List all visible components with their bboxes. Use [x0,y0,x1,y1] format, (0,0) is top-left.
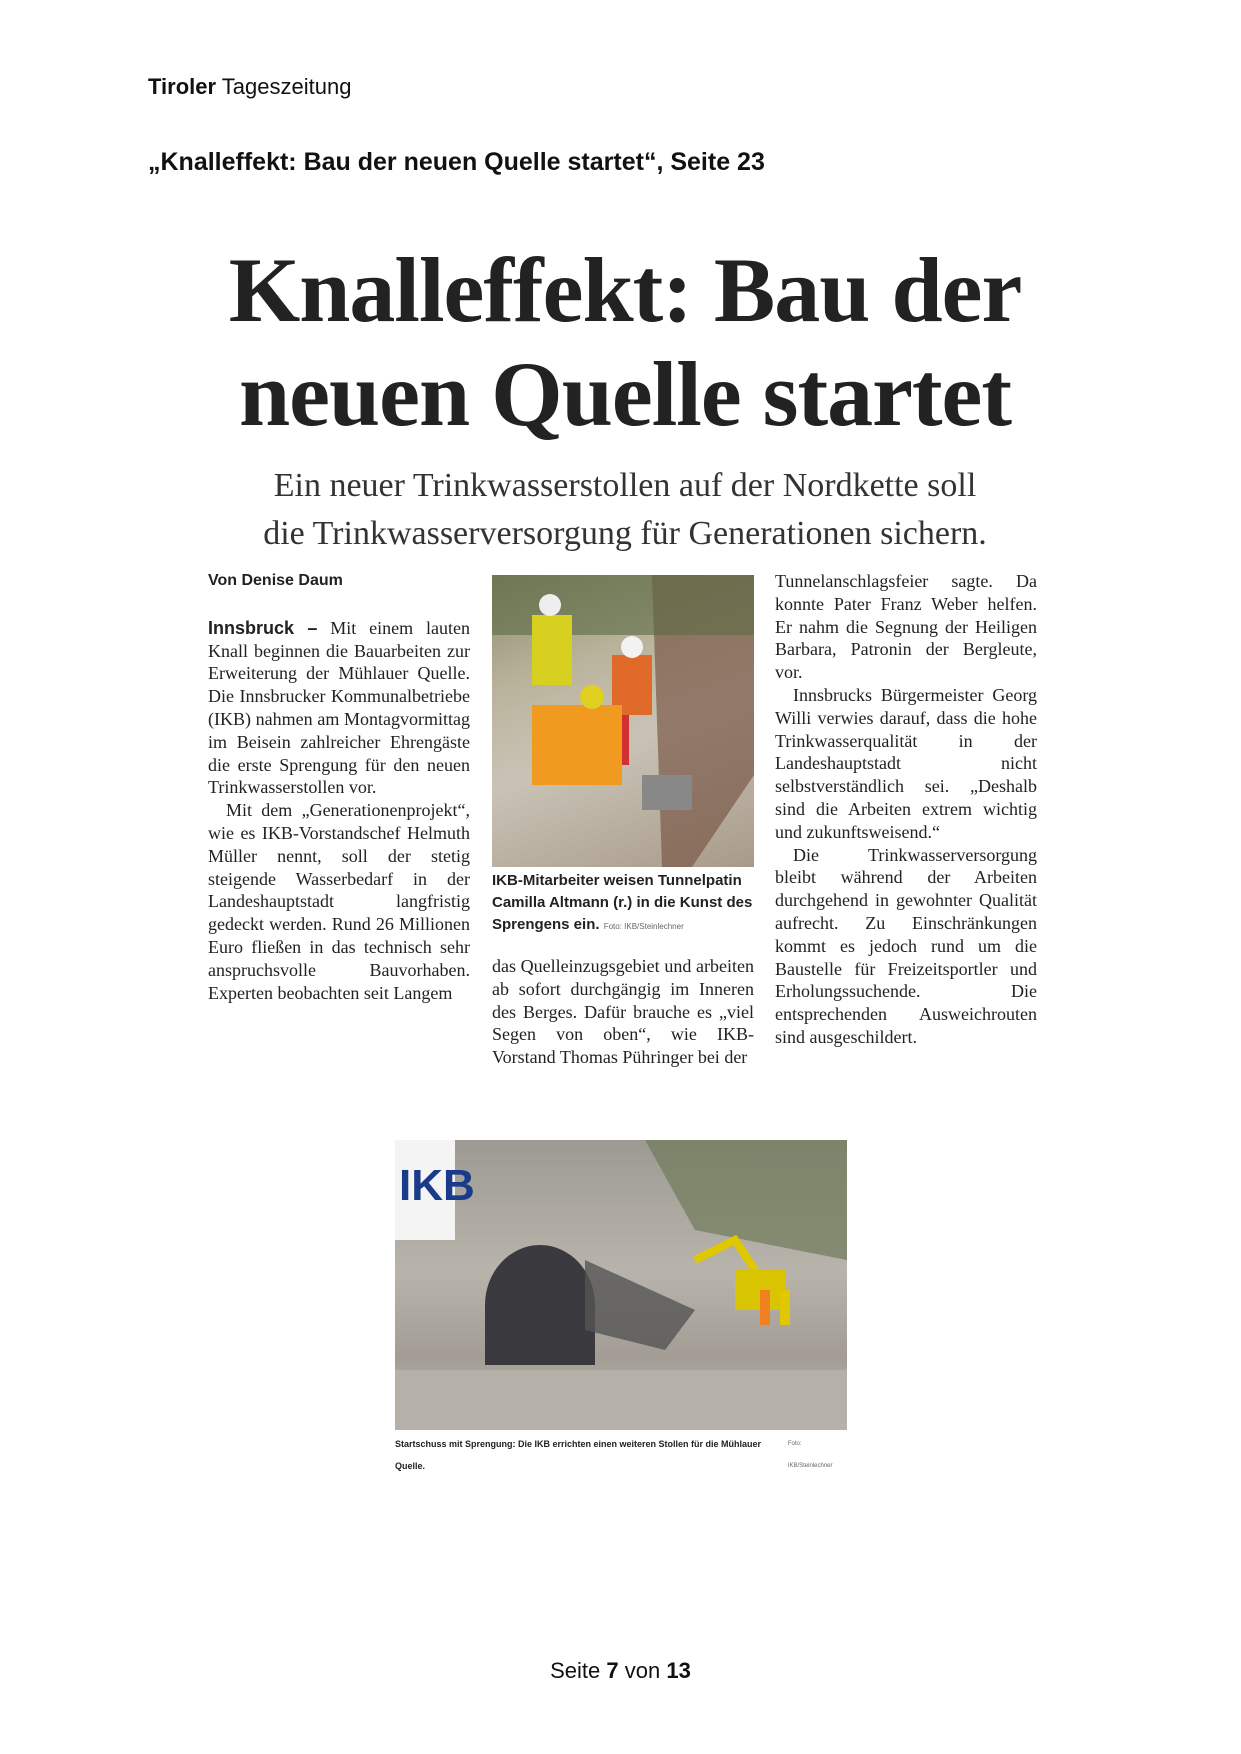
page-separator: von [624,1658,661,1683]
photo-caption [395,1433,847,1477]
photo-tunnel-portal [395,1140,847,1430]
headline-line: Knalleffekt: Bau der [228,239,1022,341]
subhead-line: Ein neuer Trinkwasserstollen auf der Nordkette soll [273,467,977,504]
current-page: 7 [606,1658,619,1683]
article-subhead [190,462,1060,558]
subhead-line: die Trinkwasserversorgung für Generationen sichern. [263,515,987,552]
paragraph: Tunnelanschlagsfeier sagte. Da konnte Pater Franz Weber helfen. Er nahm die Segnung der Heiligen Barbara, Patronin der Bergleute, vor. [775,571,1037,683]
photo-workers-blasting [492,575,754,867]
article-column-3 [775,570,1037,1049]
headline-line: neuen Quelle startet [238,343,1012,445]
total-pages: 13 [666,1658,691,1683]
paragraph: das Quelleinzugsgebiet und arbeiten ab sofort durchgängig im Inneren des Berges. Dafür brauche es „viel Segen von oben“, wie IKB-Vorstand Thomas Pühringer bei der [492,956,754,1068]
ikb-sign: IKB [399,1161,475,1210]
paragraph [208,617,470,799]
publication-name-rest: Tageszeitung [221,74,352,99]
paragraph-text: Mit einem lauten Knall beginnen die Bauarbeiten zur Erweiterung der Mühlauer Quelle. Die Innsbrucker Kommunalbetriebe (IKB) nahmen am Montagvormittag im Beisein zahlreicher Ehrengäste die erste Sprengung für den neuen Trinkwasserstollen vor. [208,617,470,798]
article-column-2 [492,955,754,1069]
dateline: Innsbruck – [208,617,318,638]
publication-name-bold: Tiroler [148,74,217,99]
article-column-1 [208,570,470,1004]
byline: Von Denise Daum [208,572,343,589]
caption-text: IKB-Mitarbeiter weisen Tunnelpatin Camilla Altmann (r.) in die Kunst des Sprengens ein. [492,872,753,933]
page-number [0,1658,1241,1684]
photo-illustration [395,1140,847,1430]
publication-name [148,74,351,100]
clipping-reference: „Knalleffekt: Bau der neuen Quelle startet“, Seite 23 [148,148,765,176]
page-prefix: Seite [550,1658,601,1683]
paragraph: Die Trinkwasserversorgung bleibt während der Arbeiten durchgehend in gewohnter Qualität aufrecht. Zu Einschränkungen kommt es jedoch rund um die Baustelle für Freizeitsportler und Erholungssuchende. Die entsprechenden Ausweichrouten sind ausgeschildert. [775,844,1037,1047]
paragraph: Innsbrucks Bürgermeister Georg Willi verwies darauf, dass die hohe Trinkwasserqualität in der Landeshauptstadt nicht selbstverständlich sei. „Deshalb sind die Arbeiten extrem wichtig und zukunftsweisend.“ [775,684,1037,842]
photo-credit: Foto: IKB/Steinlechner [603,922,684,931]
photo-credit: Foto: IKB/Steinlechner [787,1441,833,1469]
paragraph: Mit dem „Generationenprojekt“, wie es IKB-Vorstandschef Helmuth Müller nennt, soll der stetig steigende Wasserbedarf in der Landeshauptstadt langfristig gedeckt werden. Rund 26 Millionen Euro fließen in das technisch sehr anspruchsvolle Bauvorhaben. Experten beobachten seit Langem [208,800,470,1003]
caption-text: Startschuss mit Sprengung: Die IKB errichten einen weiteren Stollen für die Mühlauer Quelle. [395,1439,762,1471]
photo-illustration [492,575,754,867]
article-headline [190,238,1060,446]
photo-caption [492,870,754,938]
